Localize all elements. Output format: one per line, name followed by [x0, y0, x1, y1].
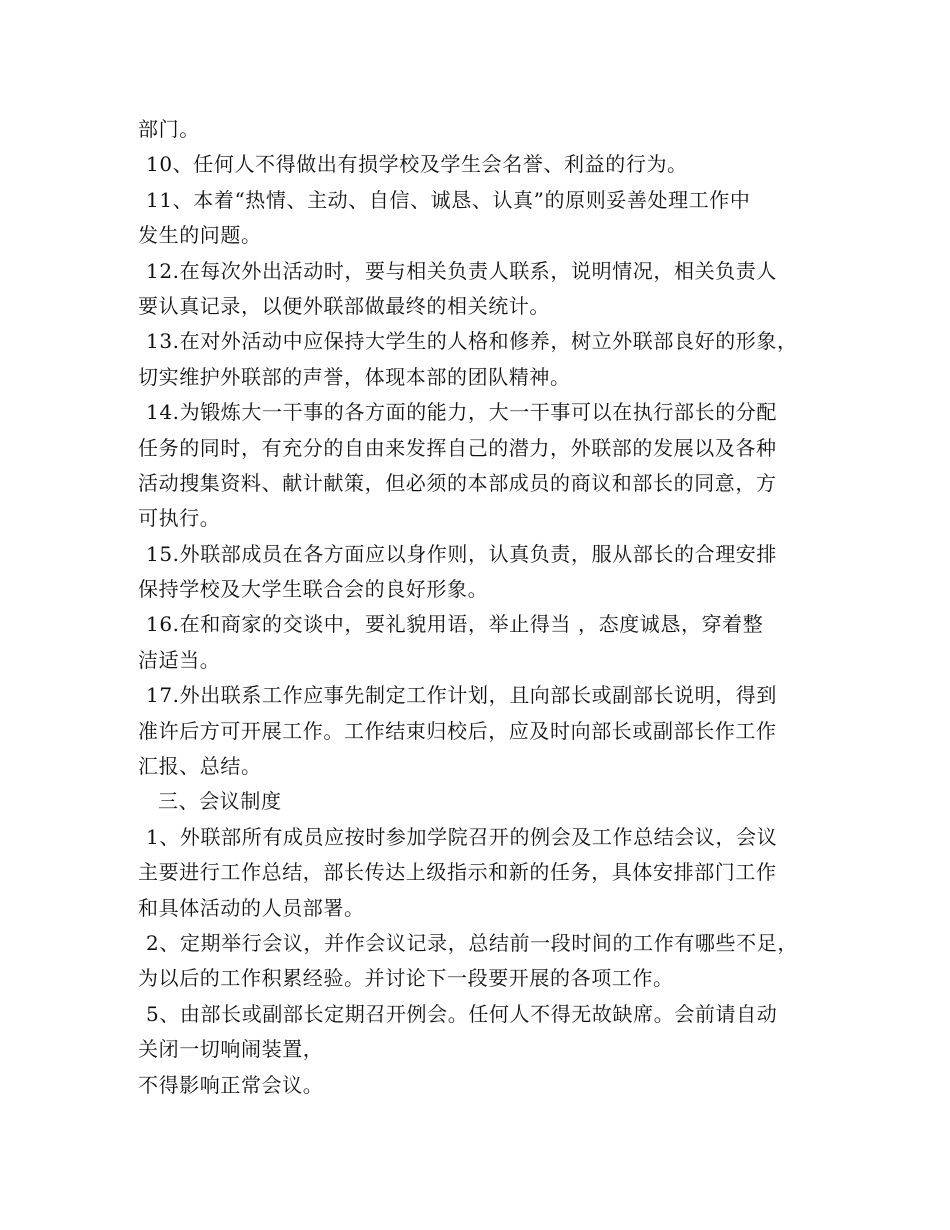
text-line: 17.外出联系工作应事先制定工作计划，且向部长或副部长说明，得到 — [146, 683, 778, 708]
text-line: 15.外联部成员在各方面应以身作则，认真负责，服从部长的合理安排 — [146, 541, 778, 566]
text-line: 14.为锻炼大一干事的各方面的能力，大一干事可以在执行部长的分配 — [146, 400, 778, 425]
text-line: 主要进行工作总结，部长传达上级指示和新的任务，具体安排部门工作 — [138, 860, 777, 885]
text-line: 不得影响正常会议。 — [138, 1072, 324, 1097]
text-line: 5、由部长或副部长定期召开例会。任何人不得无故缺席。会前请自动 — [146, 1001, 778, 1026]
text-line: 要认真记录，以便外联部做最终的相关统计。 — [138, 293, 550, 318]
text-line: 活动搜集资料、献计献策，但必须的本部成员的商议和部长的同意，方 — [138, 470, 777, 495]
text-line: 三、会议制度 — [158, 789, 282, 814]
text-line: 11、本着“热情、主动、自信、诚恳、认真”的原则妥善处理工作中 — [146, 187, 751, 212]
text-line: 可执行。 — [138, 506, 221, 531]
text-line: 2、定期举行会议，并作会议记录，总结前一段时间的工作有哪些不足， — [146, 930, 798, 955]
text-line: 为以后的工作积累经验。并讨论下一段要开展的各项工作。 — [138, 966, 674, 991]
text-line: 汇报、总结。 — [138, 754, 262, 779]
text-line: 关闭一切响闹装置， — [138, 1037, 324, 1062]
text-line: 洁适当。 — [138, 647, 221, 672]
text-line: 和具体活动的人员部署。 — [138, 895, 365, 920]
text-line: 任务的同时，有充分的自由来发挥自己的潜力，外联部的发展以及各种 — [138, 435, 777, 460]
text-line: 16.在和商家的交谈中，要礼貌用语，举止得当 ，态度诚恳，穿着整 — [146, 612, 764, 637]
text-line: 保持学校及大学生联合会的良好形象。 — [138, 577, 489, 602]
text-line: 12.在每次外出活动时，要与相关负责人联系，说明情况，相关负责人 — [146, 258, 778, 283]
document-body — [138, 112, 838, 1103]
text-line: 切实维护外联部的声誉，体现本部的团队精神。 — [138, 364, 571, 389]
text-line: 10、任何人不得做出有损学校及学生会名誉、利益的行为。 — [146, 152, 688, 177]
text-line: 部门。 — [138, 117, 200, 141]
text-line: 1、外联部所有成员应按时参加学院召开的例会及工作总结会议，会议 — [146, 824, 778, 849]
text-line: 发生的问题。 — [138, 223, 262, 248]
text-line: 准许后方可开展工作。工作结束归校后，应及时向部长或副部长作工作 — [138, 718, 777, 743]
text-line: 13.在对外活动中应保持大学生的人格和修养，树立外联部良好的形象， — [146, 329, 798, 354]
